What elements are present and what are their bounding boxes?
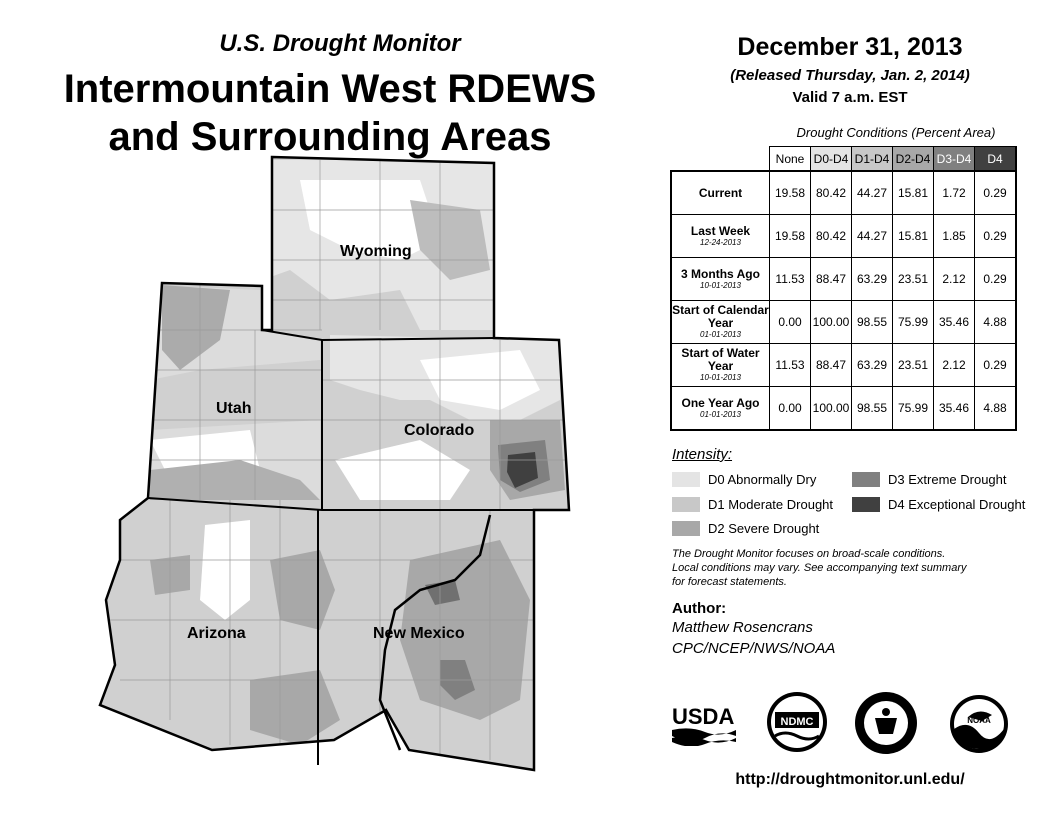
table-column-header: D2-D4	[893, 147, 934, 172]
table-cell: 23.51	[893, 258, 934, 301]
table-caption: Drought Conditions (Percent Area)	[796, 125, 996, 140]
valid-time: Valid 7 a.m. EST	[792, 89, 908, 106]
table-cell: 19.58	[770, 215, 811, 258]
table-cell: 0.29	[975, 344, 1017, 387]
map-title-line2: and Surrounding Areas	[108, 115, 552, 159]
map-title-line1: Intermountain West RDEWS	[63, 67, 597, 111]
row-label-date: 01-01-2013	[700, 409, 741, 419]
legend-label-d2: D2 Severe Drought	[708, 521, 820, 536]
row-label-date: 10-01-2013	[700, 373, 741, 382]
table-cell: 0.29	[975, 258, 1017, 301]
table-row	[671, 258, 1016, 301]
table-column-header: D1-D4	[852, 147, 893, 172]
commerce-seal-icon	[853, 690, 919, 756]
row-label-date: 12-24-2013	[700, 237, 741, 247]
legend-swatch-d3	[852, 472, 880, 487]
table-row-label	[671, 258, 770, 301]
legend-item-d3	[852, 472, 1007, 487]
noaa-logo-text: NOAA	[967, 716, 991, 725]
state-label-wyoming: Wyoming	[340, 243, 412, 260]
note-line1: The Drought Monitor focuses on broad-scale conditions.	[672, 548, 946, 560]
row-label-text: One Year Ago	[681, 395, 760, 410]
table-cell: 75.99	[893, 387, 934, 431]
table-cell: 1.85	[934, 215, 975, 258]
table-cell: 63.29	[852, 258, 893, 301]
table-row	[671, 344, 1016, 387]
table-cell: 63.29	[852, 344, 893, 387]
table-cell: 15.81	[893, 171, 934, 215]
release-date: (Released Thursday, Jan. 2, 2014)	[730, 67, 970, 84]
author-name: Matthew Rosencrans	[672, 619, 813, 636]
table-column-header: D0-D4	[811, 147, 852, 172]
none-area-arizona	[200, 520, 250, 620]
row-label-text: Start of Water Year	[681, 346, 760, 373]
table-row	[671, 215, 1016, 258]
table-row	[671, 301, 1016, 344]
report-date: December 31, 2013	[737, 33, 963, 61]
row-label-date: 10-01-2013	[700, 280, 741, 290]
table-cell: 2.12	[934, 344, 975, 387]
legend-swatch-d2	[672, 521, 700, 536]
noaa-logo-icon	[948, 693, 1010, 755]
table-cell: 11.53	[770, 344, 811, 387]
table-cell: 4.88	[975, 301, 1017, 344]
table-row	[671, 387, 1016, 431]
table-cell: 44.27	[852, 215, 893, 258]
row-label-text: Start of Calendar Year	[672, 303, 769, 330]
usda-logo-icon	[670, 700, 740, 746]
table-cell: 0.00	[770, 387, 811, 431]
disclaimer-note	[672, 547, 1022, 589]
table-row-label	[671, 387, 770, 431]
table-column-header: D3-D4	[934, 147, 975, 172]
legend-label-d0: D0 Abnormally Dry	[708, 472, 817, 487]
table-cell: 88.47	[811, 258, 852, 301]
table-cell: 0.29	[975, 171, 1017, 215]
table-cell: 80.42	[811, 171, 852, 215]
legend-item-d4	[852, 497, 1025, 512]
table-column-header: D4	[975, 147, 1017, 172]
table-row	[671, 171, 1016, 215]
table-cell: 23.51	[893, 344, 934, 387]
website-link[interactable]: http://droughtmonitor.unl.edu/	[735, 771, 965, 788]
row-label-text: Current	[698, 185, 743, 200]
table-row-label	[671, 171, 770, 215]
legend-label-d3: D3 Extreme Drought	[888, 472, 1007, 487]
legend-label-d4: D4 Exceptional Drought	[888, 497, 1026, 512]
legend-item-d1	[672, 497, 833, 512]
table-cell: 35.46	[934, 301, 975, 344]
legend-label-d1: D1 Moderate Drought	[708, 497, 834, 512]
legend-swatch-d0	[672, 472, 700, 487]
table-cell: 80.42	[811, 215, 852, 258]
table-column-header: None	[770, 147, 811, 172]
note-line2: Local conditions may vary. See accompanying text summary	[672, 562, 967, 574]
legend-swatch-d4	[852, 497, 880, 512]
state-label-colorado: Colorado	[404, 422, 475, 439]
table-body	[671, 171, 1016, 430]
table-row-label	[671, 215, 770, 258]
table-cell: 44.27	[852, 171, 893, 215]
table-cell: 11.53	[770, 258, 811, 301]
legend-item-d0	[672, 472, 816, 487]
state-label-utah: Utah	[216, 400, 252, 417]
ndmc-logo-icon	[765, 690, 829, 754]
table-cell: 100.00	[811, 387, 852, 431]
table-corner	[671, 147, 770, 172]
table-cell: 19.58	[770, 171, 811, 215]
author-org: CPC/NCEP/NWS/NOAA	[672, 640, 836, 657]
legend-swatch-d1	[672, 497, 700, 512]
legend-item-d2	[672, 521, 819, 536]
table-cell: 2.12	[934, 258, 975, 301]
ndmc-logo-text: NDMC	[780, 716, 814, 728]
map-subtitle: U.S. Drought Monitor	[219, 30, 461, 57]
table-row-label	[671, 344, 770, 387]
author-heading: Author:	[672, 600, 727, 617]
seal-eagle	[882, 708, 890, 716]
table-cell: 4.88	[975, 387, 1017, 431]
state-label-new-mexico: New Mexico	[373, 625, 465, 642]
table-cell: 15.81	[893, 215, 934, 258]
legend-title: Intensity:	[672, 446, 733, 463]
table-cell: 98.55	[852, 387, 893, 431]
drought-conditions-table	[670, 146, 1017, 431]
table-cell: 100.00	[811, 301, 852, 344]
drought-map	[0, 150, 600, 780]
table-row-label	[671, 301, 770, 344]
table-cell: 88.47	[811, 344, 852, 387]
table-cell: 0.29	[975, 215, 1017, 258]
usda-logo-text: USDA	[672, 704, 735, 729]
row-label-text: Last Week	[690, 223, 751, 238]
row-label-text: 3 Months Ago	[681, 266, 760, 281]
state-label-arizona: Arizona	[187, 625, 246, 642]
table-cell: 98.55	[852, 301, 893, 344]
table-cell: 1.72	[934, 171, 975, 215]
row-label-date: 01-01-2013	[700, 330, 741, 339]
table-cell: 0.00	[770, 301, 811, 344]
table-header-row	[671, 147, 1016, 172]
drought-areas	[0, 150, 600, 780]
note-line3: for forecast statements.	[672, 576, 787, 588]
table-cell: 35.46	[934, 387, 975, 431]
table-cell: 75.99	[893, 301, 934, 344]
